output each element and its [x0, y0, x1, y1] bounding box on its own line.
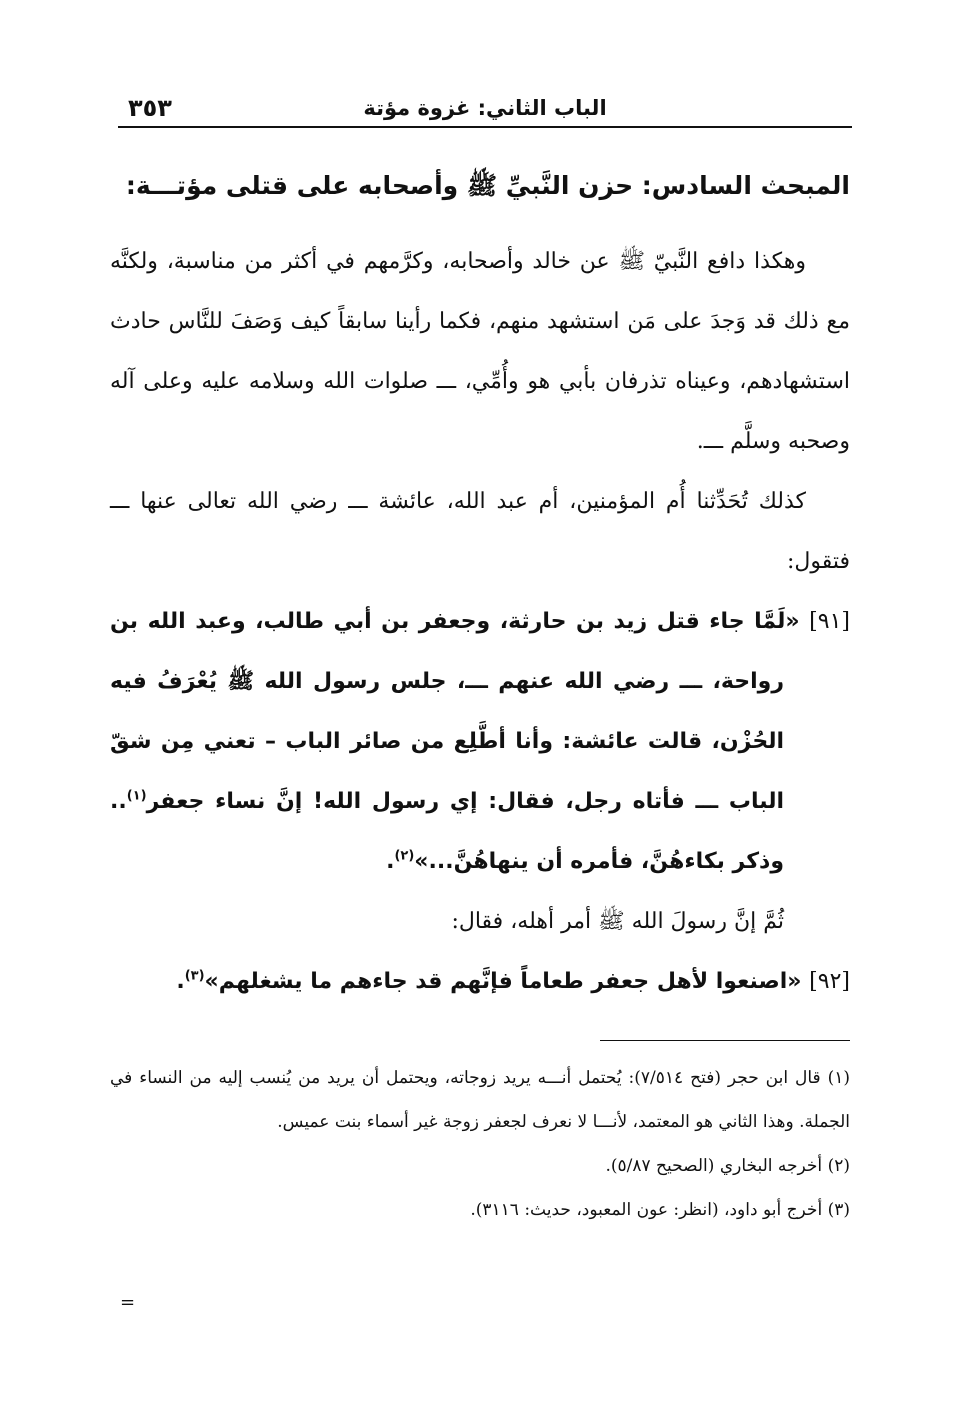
chapter-title: الباب الثاني: غزوة مؤتة: [363, 96, 607, 120]
hadith-text: «لَمَّا جاء قتل زيد بن حارثة، وجعفر بن أبي طالب، وعبد الله بن رواحة، ـــ رضي الله عنهم ـــ، جلس رسول الله ﷺ يُعْرَفُ فيه الحُزْن، قالت عائشة: وأنا أطَّلِع من صائر الباب – تعني مِن شقّ الباب ـــ فأتاه رجل، فقال: إي رسول الله! إنَّ نساء جعفر: [110, 609, 800, 814]
paragraph: كذلك تُحَدِّثنا أُم المؤمنين، أم عبد الله، عائشة ـــ رضي الله تعالى عنها ـــ فتقول:: [110, 489, 850, 574]
hadith-text: «اصنعوا لأهل جعفر طعاماً فإنَّهم قد جاءهم ما يشغلهم»: [204, 969, 802, 994]
footnote-number: (٣): [827, 1200, 850, 1220]
footnote: [110, 1188, 850, 1232]
footnote-ref[interactable]: (١): [126, 788, 147, 804]
hadith-text: .. وذكر بكاءهُنَّ، فأمره أن ينهاهُنَّ...»: [110, 789, 784, 874]
footnote-number: (٢): [827, 1156, 850, 1176]
footnote: [110, 1144, 850, 1188]
hadith-92: [110, 952, 850, 1012]
hadith-91: [110, 592, 850, 892]
footnote: [110, 1056, 850, 1144]
main-text: [110, 232, 850, 1012]
footnote-ref[interactable]: (٣): [184, 968, 205, 984]
hadith-end: .: [386, 849, 395, 874]
hadith-end: .: [176, 969, 185, 994]
footnote-text: قال ابن حجر (فتح ٧/٥١٤): يُحتمل أنـــه يريد زوجاته، ويحتمل أن يريد من يُنسب إليه من النساء في الجملة. وهذا الثاني هو المعتمد، لأنـــا لا نعرف لجعفر زوجة غير أسماء بنت عميس.: [110, 1068, 850, 1132]
paragraph: وهكذا دافع النَّبيّ ﷺ عن خالد وأصحابه، وكرَّمهم في أكثر من مناسبة، ولكنَّه مع ذلك قد وَجدَ على مَن استشهد منهم، فكما رأينا سابقاً كيف وَصَفَ للنَّاس حادث استشهادهم، وعيناه تذرفان بأبي هو وأُمِّي، ـــ صلوات الله وسلامه عليه وعلى آله وصحبه وسلَّم ـــ.: [110, 249, 850, 454]
running-header: [118, 84, 852, 128]
footnote-text: أخرج أبو داود، (انظر: عون المعبود، حديث: ٣١١٦).: [470, 1200, 823, 1220]
transition-line: ثُمَّ إنَّ رسولَ الله ﷺ أمر أهله، فقال:: [451, 909, 784, 934]
footnote-text: أخرجه البخاري (الصحيح ٥/٨٧).: [605, 1156, 823, 1176]
continuation-mark: =: [120, 1292, 136, 1313]
footnote-ref[interactable]: (٢): [394, 848, 415, 864]
hadith-number: [٩٢]: [809, 969, 850, 994]
footnote-divider: [600, 1040, 850, 1041]
section-heading: المبحث السادس: حزن النَّبيِّ ﷺ وأصحابه على قتلى مؤتـــة:: [125, 171, 850, 200]
hadith-number: [٩١]: [809, 609, 850, 634]
footnotes: [110, 1056, 850, 1232]
footnote-number: (١): [827, 1068, 850, 1088]
page-number: ٣٥٣: [128, 94, 172, 122]
